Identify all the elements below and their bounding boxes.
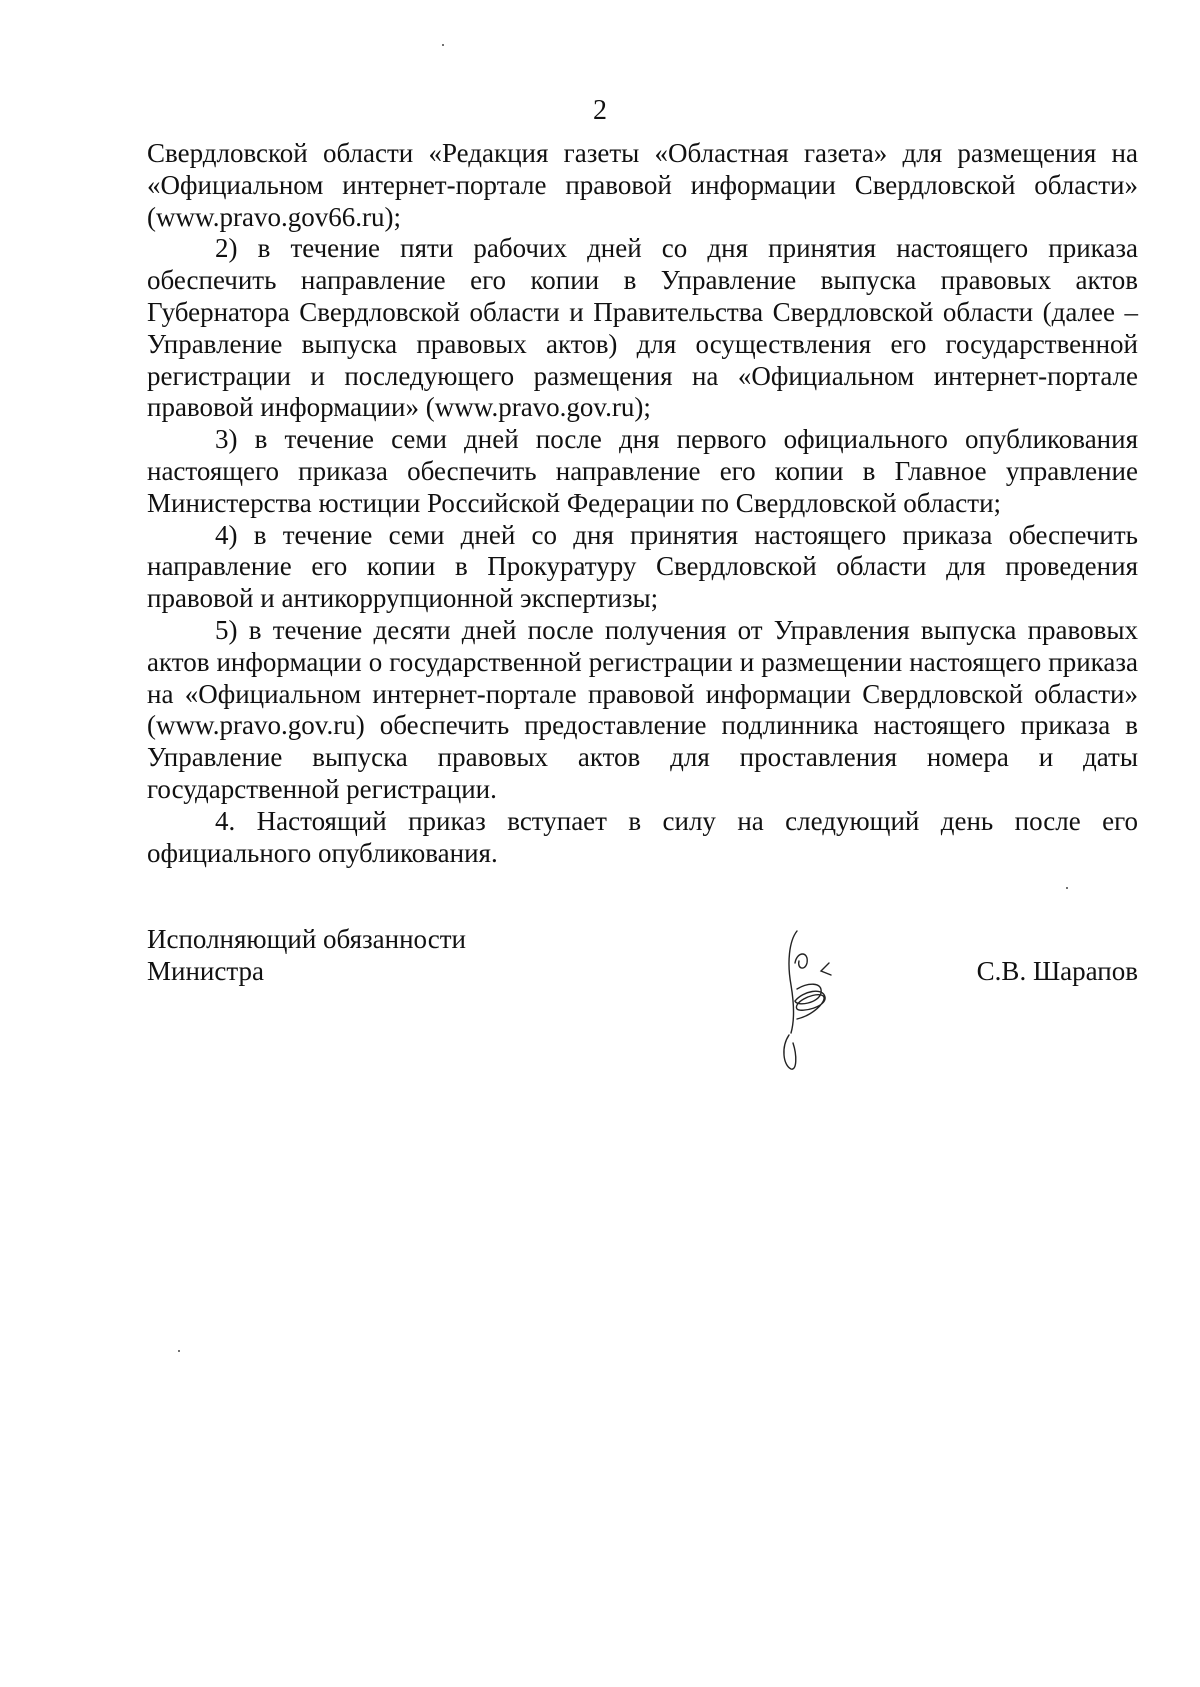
scan-speck <box>178 1350 180 1352</box>
paragraph-item-5: 5) в течение десяти дней после получения от Управления выпуска правовых актов информации о государственной регистрации и размещении настоящего приказа на «Официальном интернет-портале правовой информации Свердловской области» (www.pravo.gov.ru) обеспечить предоставление подлинника настоящего приказа в Управление выпуска правовых актов для проставления номера и даты государственной регистрации. <box>147 614 1138 804</box>
signature-block <box>147 923 1138 1073</box>
paragraph-item-4: 4) в течение семи дней со дня принятия настоящего приказа обеспечить направление его копии в Прокуратуру Свердловской области для проведения правовой и антикоррупционной экспертизы; <box>147 519 1138 614</box>
signer-title-line-1: Исполняющий обязанности <box>147 924 466 954</box>
paragraph-item-2: 2) в течение пяти рабочих дней со дня принятия настоящего приказа обеспечить направление его копии в Управление выпуска правовых актов Губернатора Свердловской области и Правительства Свердловской области (далее – Управление выпуска правовых актов) для осуществления его государственной регистрации и последующего размещения на «Официальном интернет-портале правовой информации» (www.pravo.gov.ru); <box>147 233 1138 423</box>
signer-name: С.В. Шарапов <box>976 956 1138 986</box>
paragraph-clause-4: 4. Настоящий приказ вступает в силу на следующий день после его официального опубликования. <box>147 805 1138 868</box>
document-body <box>147 138 1138 869</box>
scan-speck <box>442 44 444 46</box>
signer-title <box>147 923 466 987</box>
scan-speck <box>1066 887 1068 889</box>
paragraph-continuation: Свердловской области «Редакция газеты «Областная газета» для размещения на «Официальном интернет-портале правовой информации Свердловской области» (www.pravo.gov66.ru); <box>147 138 1138 232</box>
paragraph-item-3: 3) в течение семи дней после дня первого официального опубликования настоящего приказа обеспечить направление его копии в Главное управление Министерства юстиции Российской Федерации по Свердловской области; <box>147 424 1138 518</box>
handwritten-signature-icon <box>767 923 877 1073</box>
signer-title-line-2: Министра <box>147 956 264 986</box>
page-number: 2 <box>593 95 607 126</box>
